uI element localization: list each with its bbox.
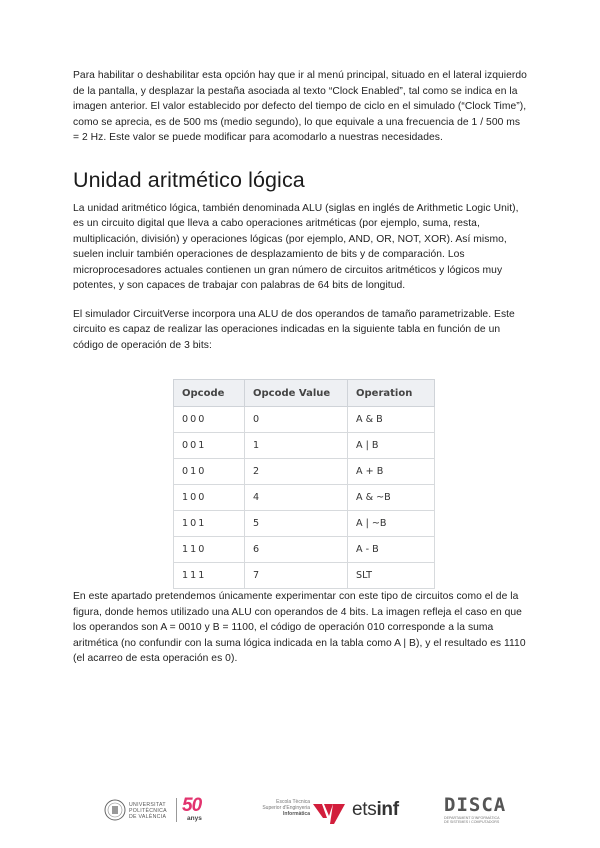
opcode-value-cell: 7 bbox=[245, 563, 348, 589]
upv-logo bbox=[104, 798, 126, 827]
circuitverse-paragraph: El simulador CircuitVerse incorpora una ALU de dos operandos de tamaño parametrizable. Este circuito es capaz de realizar las operaciones indicadas en la siguiente tabla en función de un código de operación de 3 bits: bbox=[73, 308, 515, 351]
header-operation: Operation bbox=[348, 380, 435, 407]
footer-logos bbox=[0, 796, 600, 836]
anys-number: 50 bbox=[182, 795, 202, 816]
opcode-value-cell: 1 bbox=[245, 433, 348, 459]
opcode-value-cell: 0 bbox=[245, 407, 348, 433]
opcode-cell: 001 bbox=[174, 433, 245, 459]
footer-divider bbox=[176, 798, 177, 822]
etsinf-wordmark: etsinf bbox=[352, 799, 399, 820]
operation-cell: SLT bbox=[348, 563, 435, 589]
table-row bbox=[174, 407, 435, 433]
table-row bbox=[174, 459, 435, 485]
opcode-value-cell: 4 bbox=[245, 485, 348, 511]
opcode-cell: 101 bbox=[174, 511, 245, 537]
section-title: Unidad aritmético lógica bbox=[73, 167, 305, 192]
etsinf-mark-icon bbox=[313, 802, 347, 831]
upv-name: UNIVERSITAT POLITÈCNICA DE VALÈNCIA bbox=[129, 802, 167, 820]
opcode-cell: 000 bbox=[174, 407, 245, 433]
operation-cell: A | B bbox=[348, 433, 435, 459]
opcode-cell: 111 bbox=[174, 563, 245, 589]
opcode-value-cell: 5 bbox=[245, 511, 348, 537]
operation-cell: A + B bbox=[348, 459, 435, 485]
intro-paragraph: Para habilitar o deshabilitar esta opción hay que ir al menú principal, situado en el lateral izquierdo de la pantalla, y desplazar la pestaña asociada al texto “Clock Enabled”, tal como se indica en la imagen anterior. El valor establecido por defecto del tiempo de ciclo en el simulado (“Clock Time”), como se aprecia, es de 500 ms (medio segundo), lo que equivale a una frecuencia de 1 / 500 ms = 2 Hz. Este valor se puede modificar para acomodarlo a nuestras necesidades. bbox=[73, 70, 527, 143]
opcode-value-cell: 6 bbox=[245, 537, 348, 563]
opcode-cell: 100 bbox=[174, 485, 245, 511]
table-row bbox=[174, 433, 435, 459]
header-opcode-value: Opcode Value bbox=[245, 380, 348, 407]
anys-logo bbox=[182, 796, 212, 822]
operation-cell: A & B bbox=[348, 407, 435, 433]
opcode-cell: 110 bbox=[174, 537, 245, 563]
opcode-table bbox=[173, 379, 435, 589]
operation-cell: A | ~B bbox=[348, 511, 435, 537]
after-table-paragraph: En este apartado pretendemos únicamente experimentar con este tipo de circuitos como el de la figura, donde hemos utilizado una ALU con operandos de 4 bits. La imagen refleja el caso en que los operandos son A = 0010 y B = 1100, el código de operación 010 corresponde a la suma aritmética (no confundir con la suma lógica indicada en la tabla como A | B), y el resultado es 1110 (el acarreo de esta operación es 0). bbox=[73, 591, 526, 664]
opcode-value-cell: 2 bbox=[245, 459, 348, 485]
document-page bbox=[73, 68, 528, 667]
header-opcode: Opcode bbox=[174, 380, 245, 407]
anys-label: anys bbox=[187, 815, 202, 822]
upv-seal-icon bbox=[104, 798, 126, 822]
disca-logo: DISCA DEPARTAMENT D'INFORMÀTICA DE SISTEMES I COMPUTADORS bbox=[444, 794, 507, 824]
opcode-cell: 010 bbox=[174, 459, 245, 485]
table-header-row bbox=[174, 380, 435, 407]
disca-name: DISCA bbox=[444, 794, 507, 816]
table-row bbox=[174, 485, 435, 511]
ets-text: Escola Tècnica Superior d'Enginyeria Informàtica bbox=[262, 799, 310, 817]
alu-paragraph: La unidad aritmético lógica, también denominada ALU (siglas en inglés de Arithmetic Logic Unit), es un circuito digital que lleva a cabo operaciones aritméticas (por ejemplo, suma, resta, multiplicación, división) y operaciones lógicas (por ejemplo, AND, OR, NOT, XOR). Así mismo, suelen incluir también operaciones de desplazamiento de bits y de comparación. Los microprocesadores actuales contienen un gran número de circuitos aritméticos y lógicos muy potentes, y son capaces de trabajar con palabras de 64 bits de longitud. bbox=[73, 202, 519, 291]
operation-cell: A - B bbox=[348, 537, 435, 563]
operation-cell: A & ~B bbox=[348, 485, 435, 511]
table-row bbox=[174, 537, 435, 563]
table-row bbox=[174, 563, 435, 589]
table-row bbox=[174, 511, 435, 537]
